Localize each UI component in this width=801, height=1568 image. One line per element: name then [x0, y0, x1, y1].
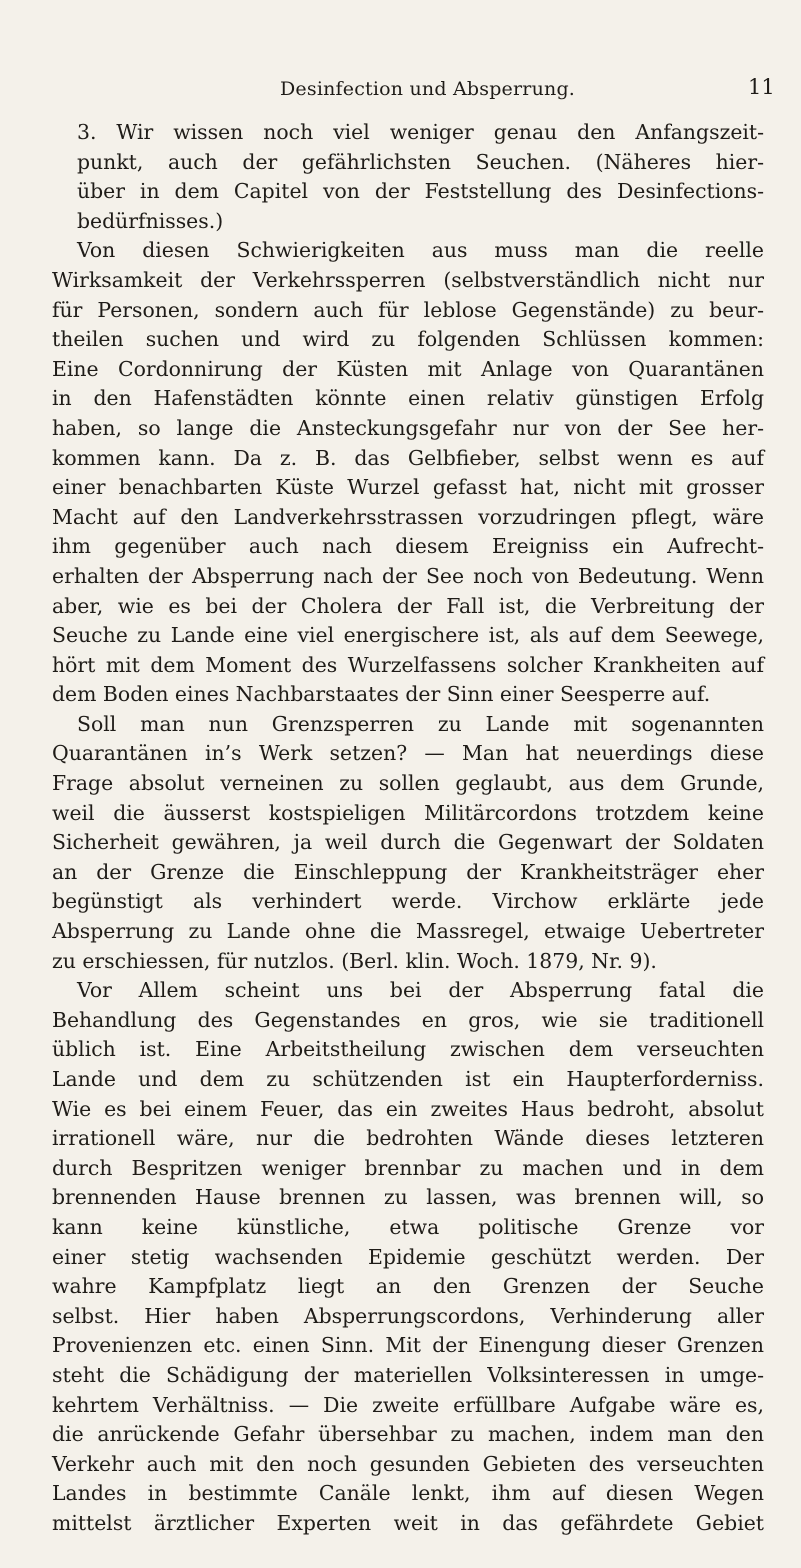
text-line: Lande und dem zu schützenden ist ein Haupterforderniss.: [52, 1065, 764, 1095]
text-line: steht die Schädigung der materiellen Volksinteressen in umge-: [52, 1361, 764, 1391]
text-line: erhalten der Absperrung nach der See noch von Bedeutung. Wenn: [52, 562, 764, 592]
text-line: für Personen, sondern auch für leblose Gegenstände) zu beur-: [52, 296, 764, 326]
text-line: mittelst ärztlicher Experten weit in das gefährdete Gebiet: [52, 1509, 764, 1539]
text-line: in den Hafenstädten könnte einen relativ günstigen Erfolg: [52, 384, 764, 414]
text-line: Macht auf den Landverkehrsstrassen vorzudringen pflegt, wäre: [52, 503, 764, 533]
text-line: haben, so lange die Ansteckungsgefahr nur von der See her-: [52, 414, 764, 444]
text-line: Verkehr auch mit den noch gesunden Gebieten des verseuchten: [52, 1450, 764, 1480]
body-text: [52, 118, 764, 1568]
text-line: irrationell wäre, nur die bedrohten Wände dieses letzteren: [52, 1124, 764, 1154]
text-line: theilen suchen und wird zu folgenden Schlüssen kommen:: [52, 325, 764, 355]
text-line: wahre Kampfplatz liegt an den Grenzen der Seuche: [52, 1272, 764, 1302]
text-line: Wirksamkeit der Verkehrssperren (selbstverständlich nicht nur: [52, 266, 764, 296]
text-line: punkt, auch der gefährlichsten Seuchen. (Näheres hier-: [52, 148, 764, 178]
text-line: Quarantänen in’s Werk setzen? — Man hat neuerdings diese: [52, 739, 764, 769]
text-line: üblich ist. Eine Arbeitstheilung zwischen dem verseuchten: [52, 1035, 764, 1065]
text-line: Provenienzen etc. einen Sinn. Mit der Einengung dieser Grenzen: [52, 1331, 764, 1361]
text-line: die anrückende Gefahr übersehbar zu machen, indem man den: [52, 1420, 764, 1450]
text-line: Vor Allem scheint uns bei der Absperrung fatal die: [52, 976, 764, 1006]
text-line: dem Boden eines Nachbarstaates der Sinn einer Seesperre auf.: [52, 680, 764, 710]
text-line: Frage absolut verneinen zu sollen geglaubt, aus dem Grunde,: [52, 769, 764, 799]
text-line: aber, wie es bei der Cholera der Fall ist, die Verbreitung der: [52, 592, 764, 622]
text-line: Sicherheit gewähren, ja weil durch die Gegenwart der Soldaten: [52, 828, 764, 858]
text-line: 3. Wir wissen noch viel weniger genau den Anfangszeit-: [52, 118, 764, 148]
running-head: Desinfection und Absperrung.: [280, 78, 575, 100]
text-line: zu erschiessen, für nutzlos. (Berl. klin. Woch. 1879, Nr. 9).: [52, 947, 764, 977]
text-line: Eine Cordonnirung der Küsten mit Anlage von Quarantänen: [52, 355, 764, 385]
text-line: ihm gegenüber auch nach diesem Ereigniss ein Aufrecht-: [52, 532, 764, 562]
page-number: 11: [748, 75, 775, 99]
text-line: kehrtem Verhältniss. — Die zweite erfüllbare Aufgabe wäre es,: [52, 1391, 764, 1421]
text-line: [52, 1539, 764, 1568]
text-line: hört mit dem Moment des Wurzelfassens solcher Krankheiten auf: [52, 651, 764, 681]
text-line: einer benachbarten Küste Wurzel gefasst hat, nicht mit grosser: [52, 473, 764, 503]
text-line: begünstigt als verhindert werde. Virchow erklärte jede: [52, 887, 764, 917]
text-line: kann keine künstliche, etwa politische Grenze vor: [52, 1213, 764, 1243]
text-line: Landes in bestimmte Canäle lenkt, ihm auf diesen Wegen: [52, 1479, 764, 1509]
text-line: Wie es bei einem Feuer, das ein zweites Haus bedroht, absolut: [52, 1095, 764, 1125]
text-line: weil die äusserst kostspieligen Militärcordons trotzdem keine: [52, 799, 764, 829]
text-line: Seuche zu Lande eine viel energischere ist, als auf dem Seewege,: [52, 621, 764, 651]
text-line: brennenden Hause brennen zu lassen, was brennen will, so: [52, 1183, 764, 1213]
text-line: selbst. Hier haben Absperrungscordons, Verhinderung aller: [52, 1302, 764, 1332]
text-line: bedürfnisses.): [52, 207, 764, 237]
text-line: einer stetig wachsenden Epidemie geschützt werden. Der: [52, 1243, 764, 1273]
text-line: über in dem Capitel von der Feststellung des Desinfections-: [52, 177, 764, 207]
text-line: durch Bespritzen weniger brennbar zu machen und in dem: [52, 1154, 764, 1184]
text-line: Von diesen Schwierigkeiten aus muss man die reelle: [52, 236, 764, 266]
text-line: Absperrung zu Lande ohne die Massregel, etwaige Uebertreter: [52, 917, 764, 947]
text-line: Behandlung des Gegenstandes en gros, wie sie traditionell: [52, 1006, 764, 1036]
text-line: Soll man nun Grenzsperren zu Lande mit sogenannten: [52, 710, 764, 740]
text-line: kommen kann. Da z. B. das Gelbfieber, selbst wenn es auf: [52, 444, 764, 474]
text-line: an der Grenze die Einschleppung der Krankheitsträger eher: [52, 858, 764, 888]
